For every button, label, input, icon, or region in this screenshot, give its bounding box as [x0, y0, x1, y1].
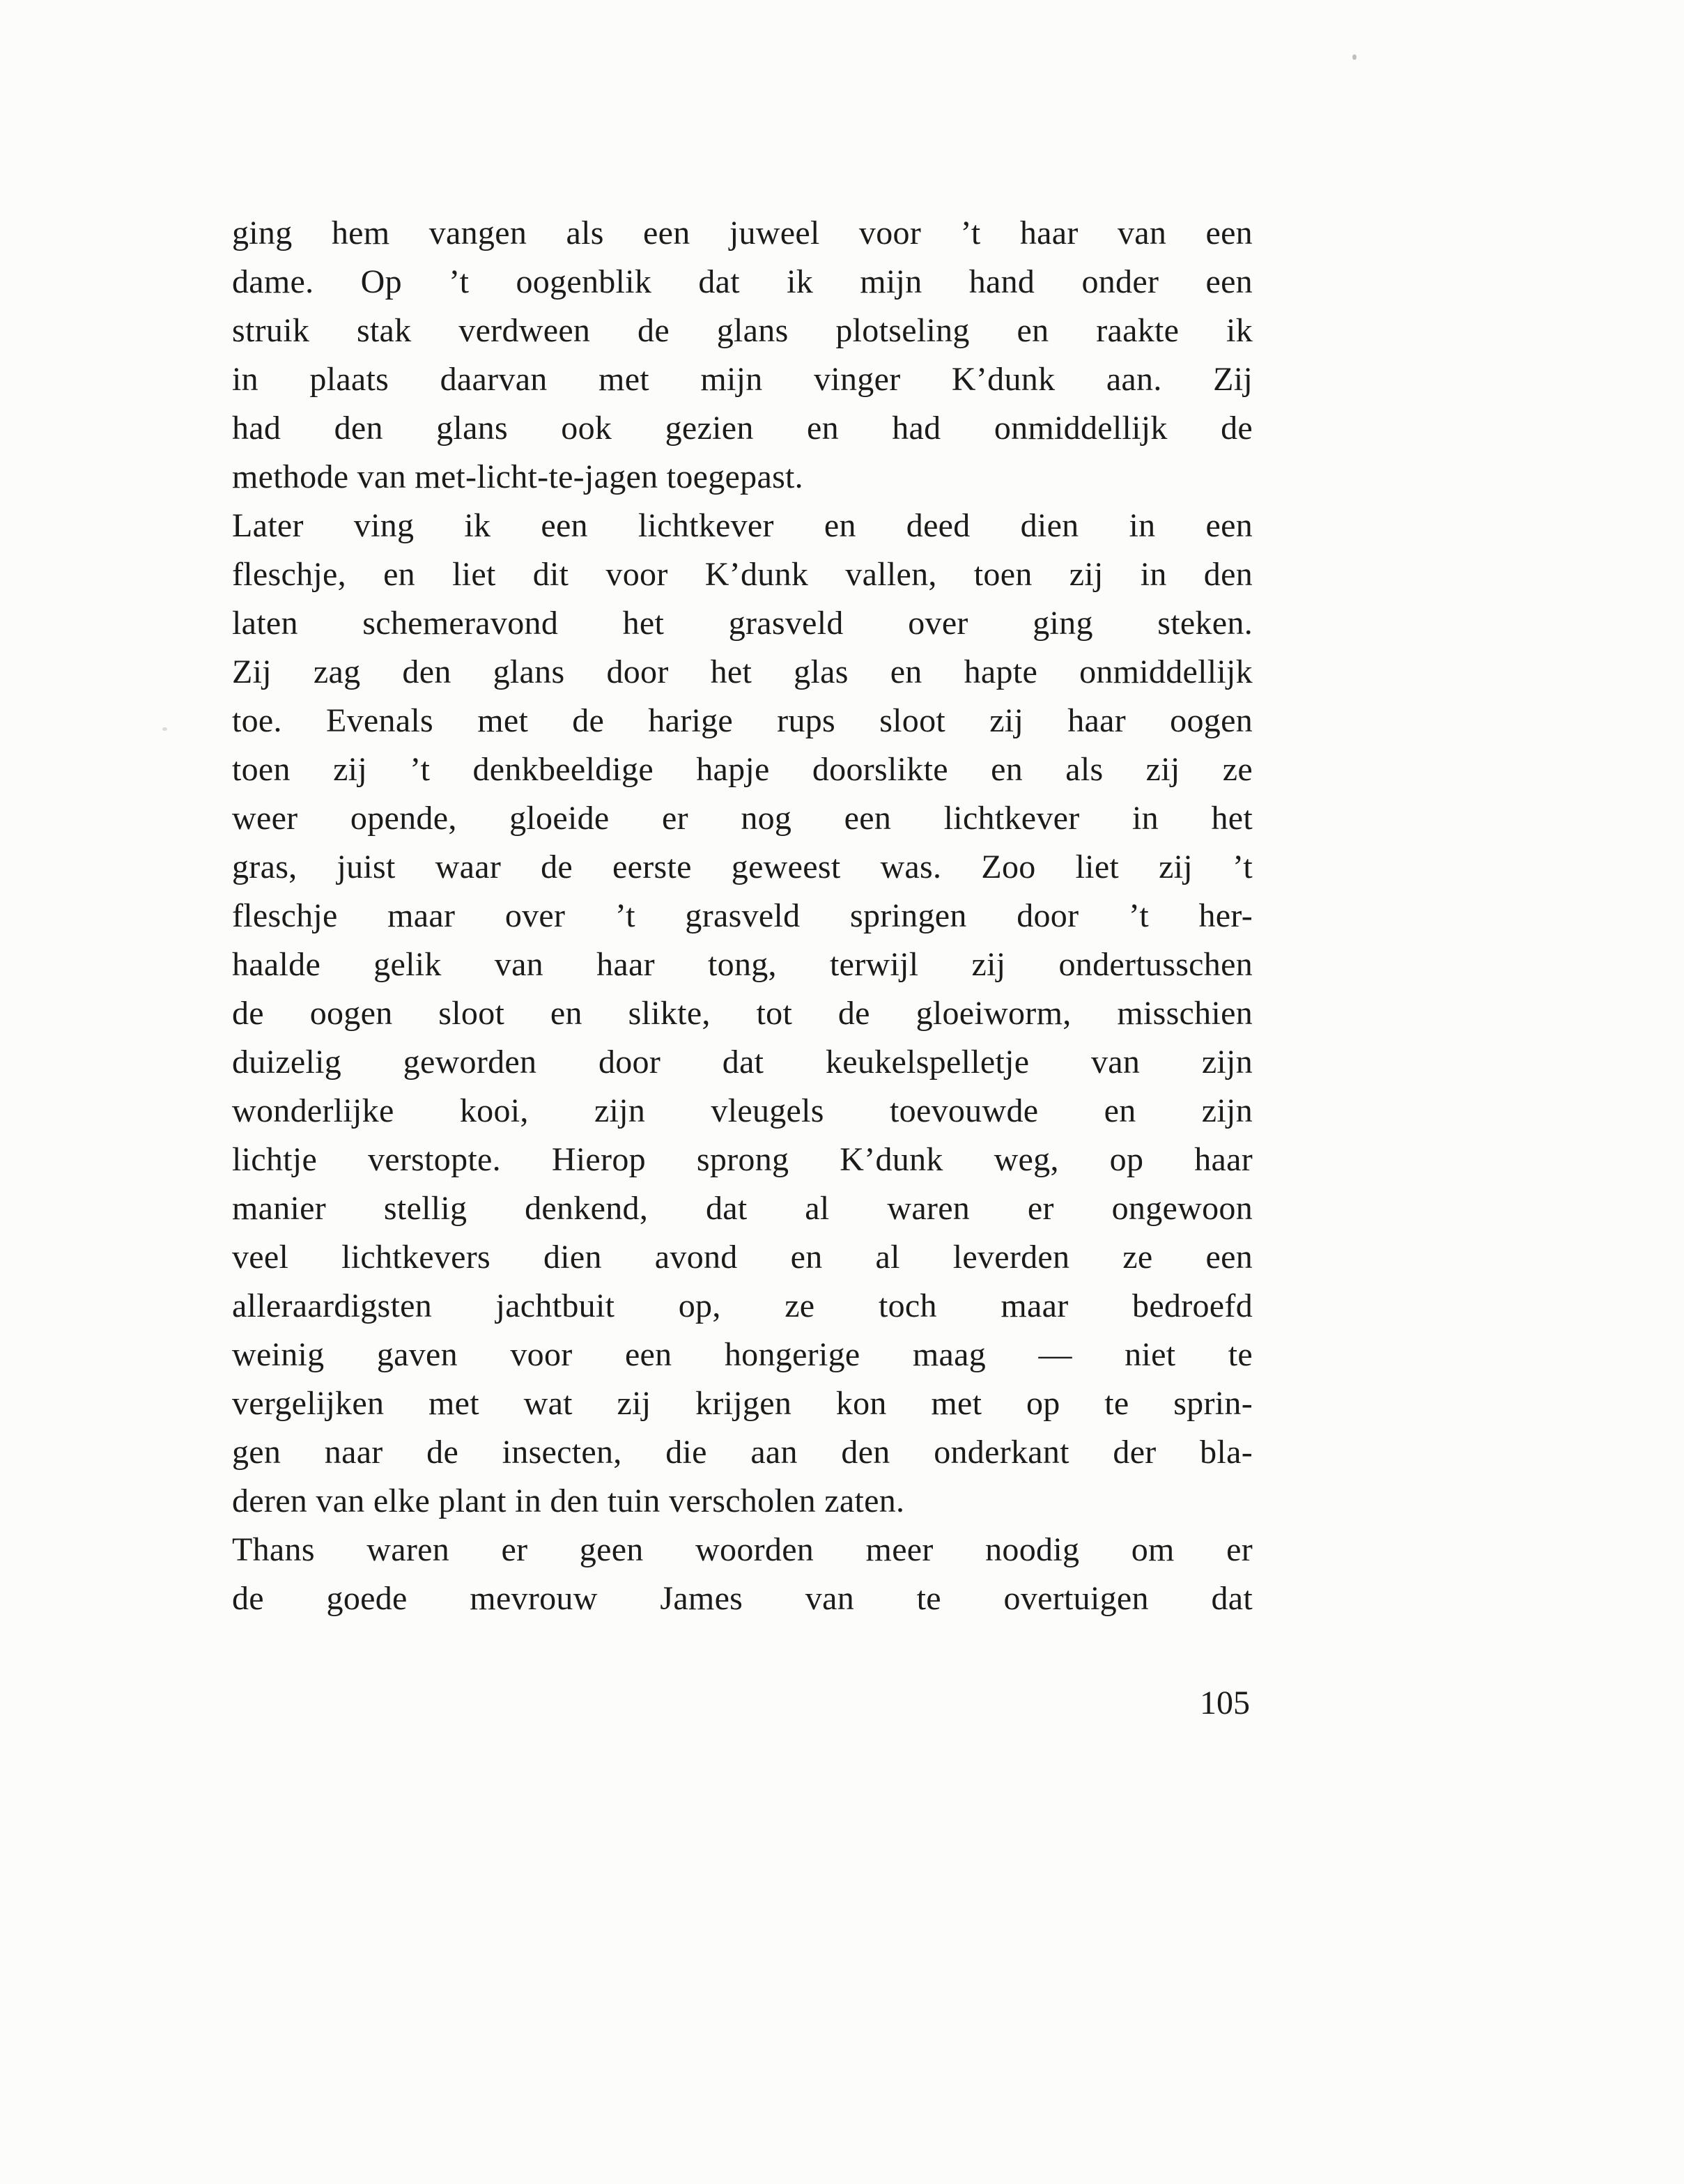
text-line: toe. Evenals met de harige rups sloot zij haar oogen	[232, 702, 1253, 739]
text-line: laten schemeravond het grasveld over ging steken.	[232, 605, 1253, 642]
text-line: fleschje, en liet dit voor K’dunk vallen, toen zij in den	[232, 556, 1253, 593]
text-line: duizelig geworden door dat keukelspelletje van zijn	[232, 1044, 1253, 1081]
text-line: toen zij ’t denkbeeldige hapje doorslikte en als zij ze	[232, 751, 1253, 788]
text-line: struik stak verdween de glans plotseling en raakte ik	[232, 312, 1253, 349]
text-line: alleraardigsten jachtbuit op, ze toch maar bedroefd	[232, 1287, 1253, 1324]
text-line: deren van elke plant in den tuin verscholen zaten.	[232, 1482, 905, 1519]
text-line: veel lichtkevers dien avond en al leverden ze een	[232, 1239, 1253, 1276]
text-line: weinig gaven voor een hongerige maag — niet te	[232, 1336, 1253, 1373]
scan-speck	[1352, 54, 1357, 60]
scan-speck	[162, 727, 167, 731]
page-number: 105	[1200, 1685, 1250, 1721]
text-line: methode van met-licht-te-jagen toegepast.	[232, 458, 803, 495]
text-line: dame. Op ’t oogenblik dat ik mijn hand onder een	[232, 263, 1253, 300]
text-line: Zij zag den glans door het glas en hapte onmiddellijk	[232, 653, 1253, 690]
text-line: ging hem vangen als een juweel voor ’t haar van een	[232, 215, 1253, 251]
text-line: haalde gelik van haar tong, terwijl zij ondertusschen	[232, 946, 1253, 983]
text-line: Thans waren er geen woorden meer noodig om er	[232, 1531, 1253, 1568]
text-line: manier stellig denkend, dat al waren er ongewoon	[232, 1190, 1253, 1227]
text-line: de oogen sloot en slikte, tot de gloeiworm, misschien	[232, 995, 1253, 1032]
text-line: in plaats daarvan met mijn vinger K’dunk aan. Zij	[232, 361, 1253, 398]
text-line: vergelijken met wat zij krijgen kon met op te sprin-	[232, 1385, 1253, 1422]
text-line: wonderlijke kooi, zijn vleugels toevouwde en zijn	[232, 1092, 1253, 1129]
text-line: Later ving ik een lichtkever en deed dien in een	[232, 507, 1253, 544]
text-line: gras, juist waar de eerste geweest was. Zoo liet zij ’t	[232, 849, 1253, 885]
text-line: de goede mevrouw James van te overtuigen dat	[232, 1580, 1253, 1617]
text-line: gen naar de insecten, die aan den onderkant der bla-	[232, 1434, 1253, 1471]
text-line: fleschje maar over ’t grasveld springen door ’t her-	[232, 897, 1253, 934]
paragraph-2	[232, 502, 1253, 1526]
paragraph-1	[232, 209, 1253, 502]
paragraph-3	[232, 1526, 1253, 1623]
text-line: had den glans ook gezien en had onmiddellijk de	[232, 410, 1253, 447]
text-block	[232, 209, 1253, 1728]
text-line: lichtje verstopte. Hierop sprong K’dunk weg, op haar	[232, 1141, 1253, 1178]
text-line: weer opende, gloeide er nog een lichtkever in het	[232, 800, 1253, 837]
